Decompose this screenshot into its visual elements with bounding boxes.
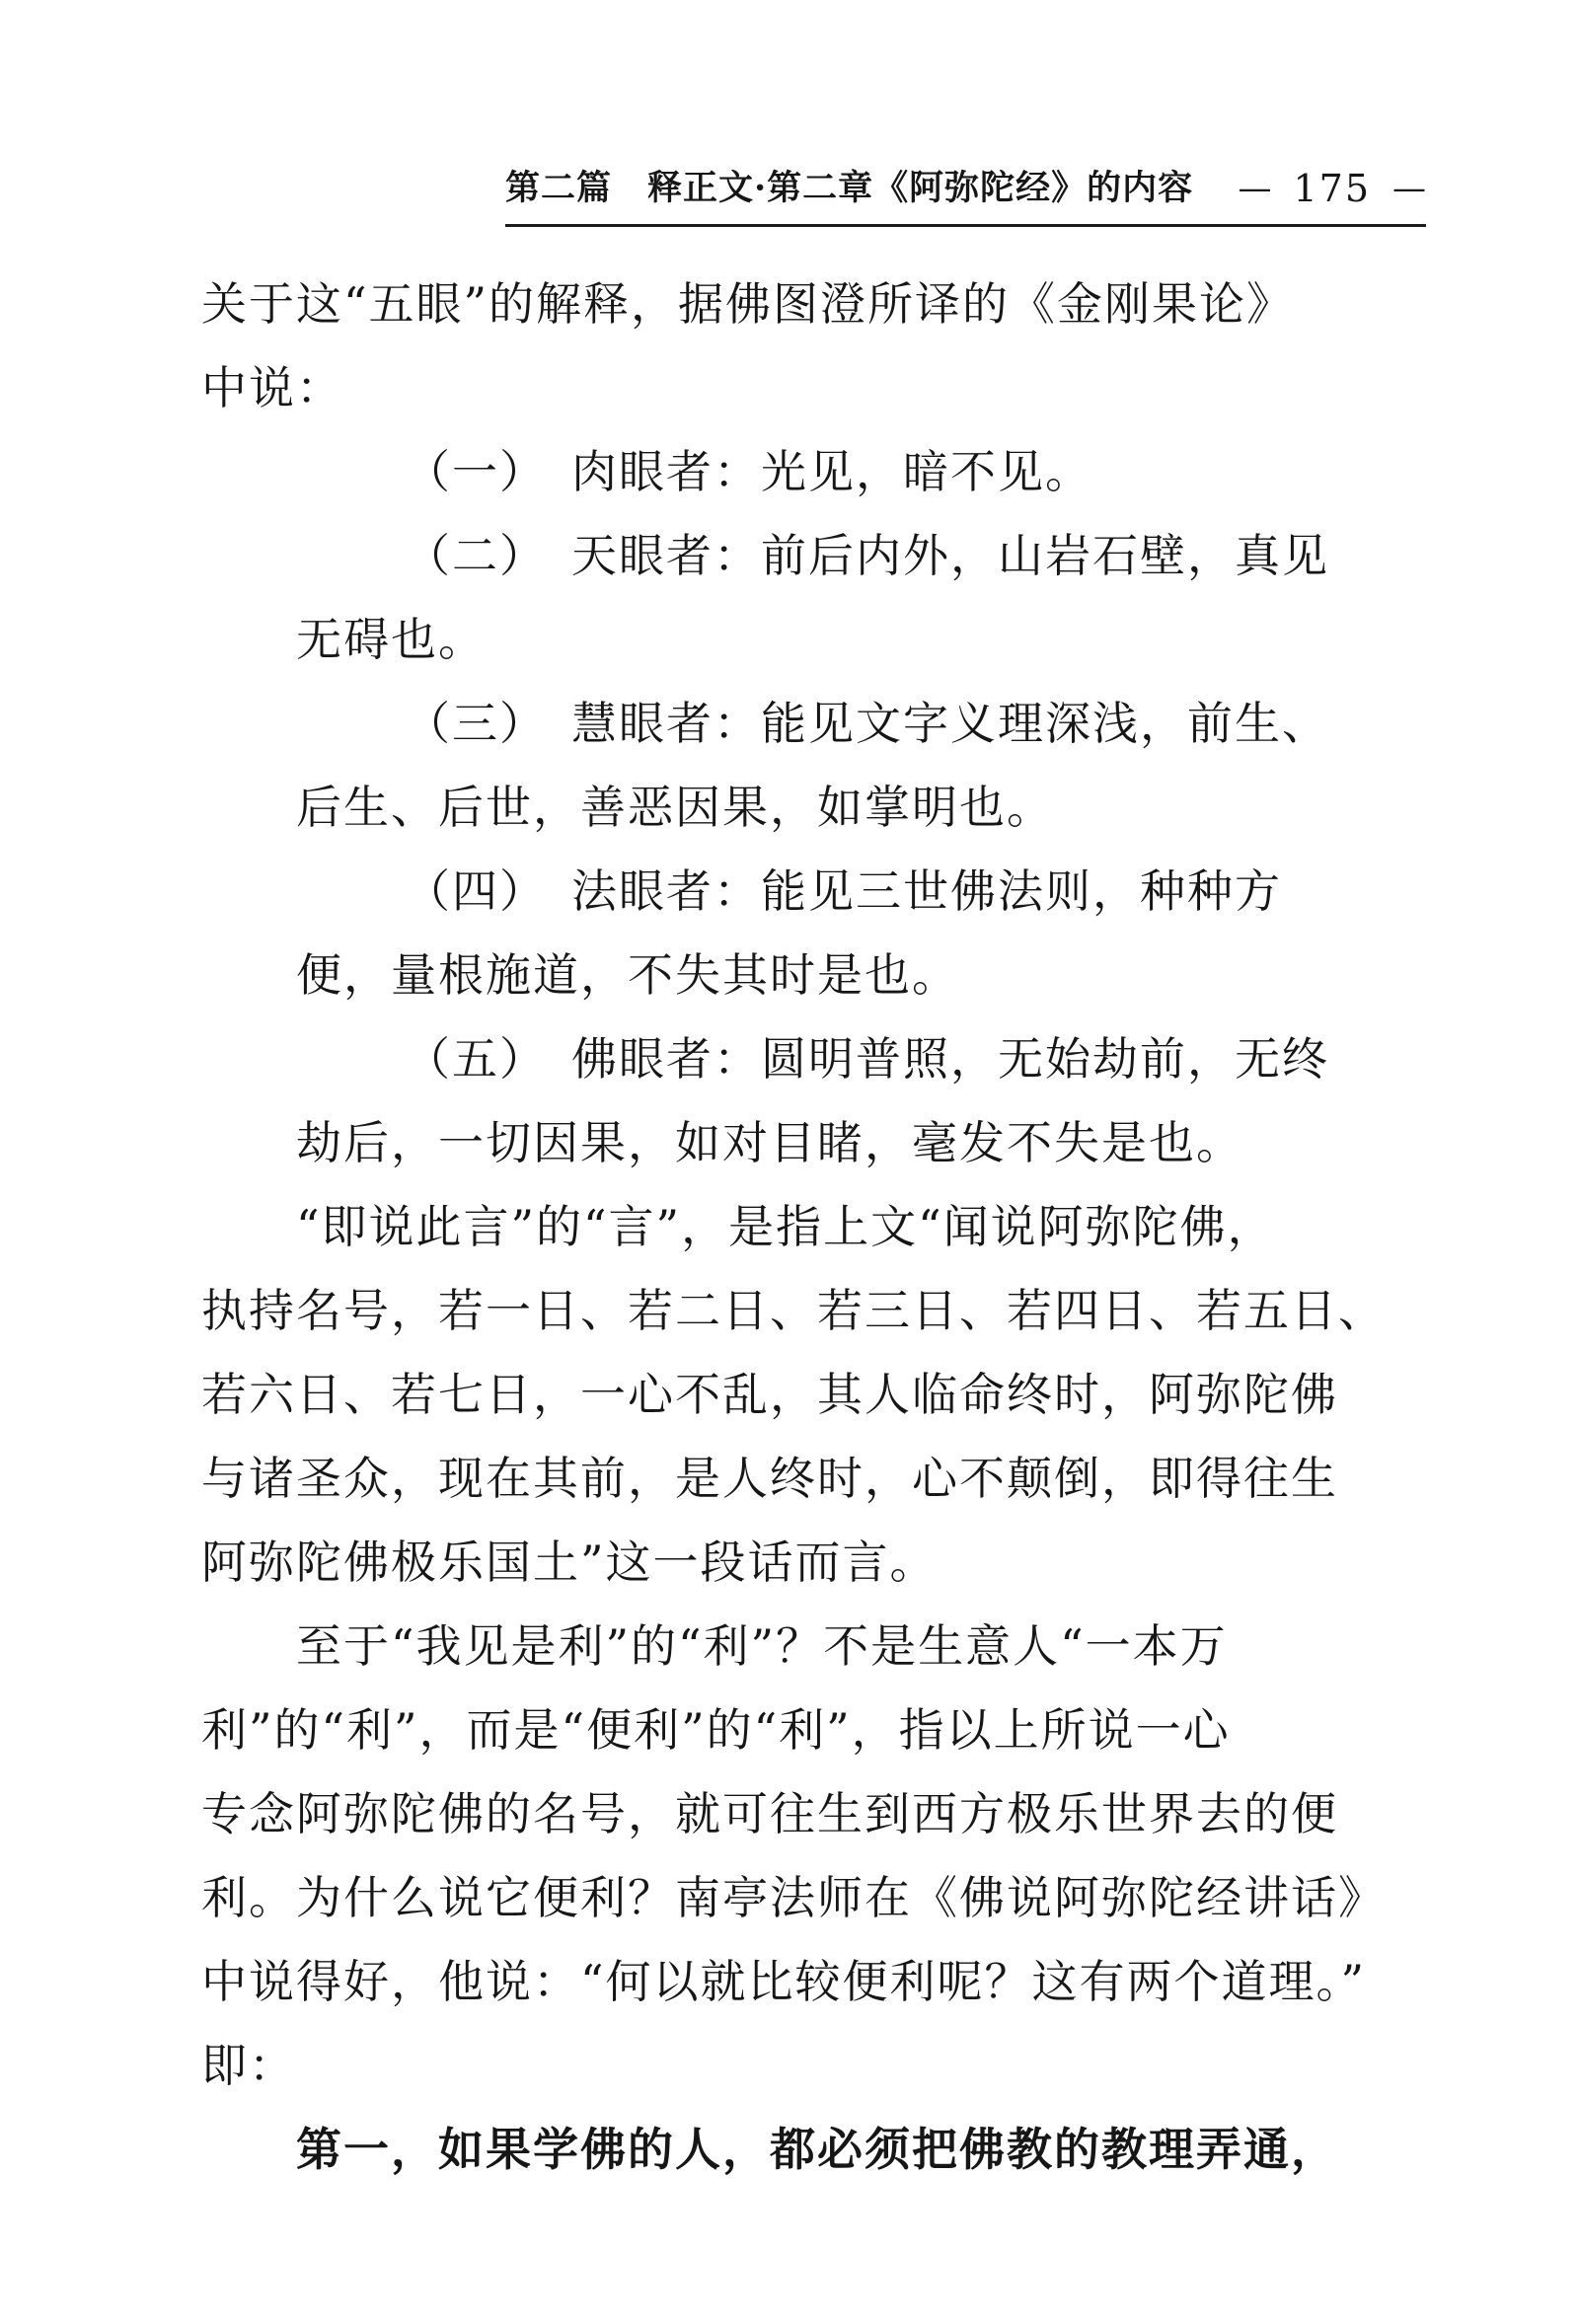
text-line: 即： xyxy=(201,2039,296,2092)
page-number-dash-left: — xyxy=(1238,169,1272,208)
text-line: 专念阿弥陀佛的名号，就可往生到西方极乐世界去的便 xyxy=(201,1787,1338,1840)
text-line: 后生、后世，善恶因果，如掌明也。 xyxy=(296,781,1054,834)
text-line: 中说： xyxy=(201,361,343,414)
text-line-list-item: （一） 肉眼者：光见，暗不见。 xyxy=(405,445,1092,498)
text-line: 阿弥陀佛极乐国土”这一段话而言。 xyxy=(201,1536,938,1589)
text-line: 若六日、若七日，一心不乱，其人临命终时，阿弥陀佛 xyxy=(201,1368,1338,1421)
text-line: 关于这“五眼”的解释，据佛图澄所译的《金刚果论》 xyxy=(201,277,1295,331)
text-line: 利。为什么说它便利？南亭法师在《佛说阿弥陀经讲话》 xyxy=(201,1871,1386,1924)
text-line: 无碍也。 xyxy=(296,613,486,666)
text-line: 便，量根施道，不失其时是也。 xyxy=(296,948,959,1002)
page-number-group xyxy=(1238,167,1426,210)
text-line: 与诸圣众，现在其前，是人终时，心不颠倒，即得往生 xyxy=(201,1452,1338,1505)
page-number-dash-right: — xyxy=(1392,169,1426,208)
text-line-list-item: （四） 法眼者：能见三世佛法则，种种方 xyxy=(405,864,1282,918)
text-line: 劫后，一切因果，如对目睹，毫发不失是也。 xyxy=(296,1116,1243,1169)
text-line-list-item: （五） 佛眼者：圆明普照，无始劫前，无终 xyxy=(405,1032,1329,1086)
page-number: 175 xyxy=(1293,167,1371,210)
text-line-paragraph-start: 至于“我见是利”的“利”？不是生意人“一本万 xyxy=(296,1619,1228,1673)
text-line: 执持名号，若一日、若二日、若三日、若四日、若五日、 xyxy=(201,1284,1386,1337)
running-header-title: 第二篇 释正文·第二章《阿弥陀经》的内容 xyxy=(505,168,1194,208)
text-line-list-item: （三） 慧眼者：能见文字义理深浅，前生、 xyxy=(405,697,1329,750)
text-line-paragraph-start: “即说此言”的“言”，是指上文“闻说阿弥陀佛， xyxy=(296,1200,1275,1253)
text-line-list-item: （二） 天眼者：前后内外，山岩石壁，真见 xyxy=(405,529,1329,582)
running-header xyxy=(505,161,1426,227)
body-text xyxy=(201,262,1425,2192)
text-line-emphasis: 第一，如果学佛的人，都必须把佛教的教理弄通， xyxy=(296,2123,1338,2176)
text-line: 中说得好，他说：“何以就比较便利呢？这有两个道理。” xyxy=(201,1955,1367,2008)
text-line: 利”的“利”，而是“便利”的“利”，指以上所说一心 xyxy=(201,1703,1231,1757)
